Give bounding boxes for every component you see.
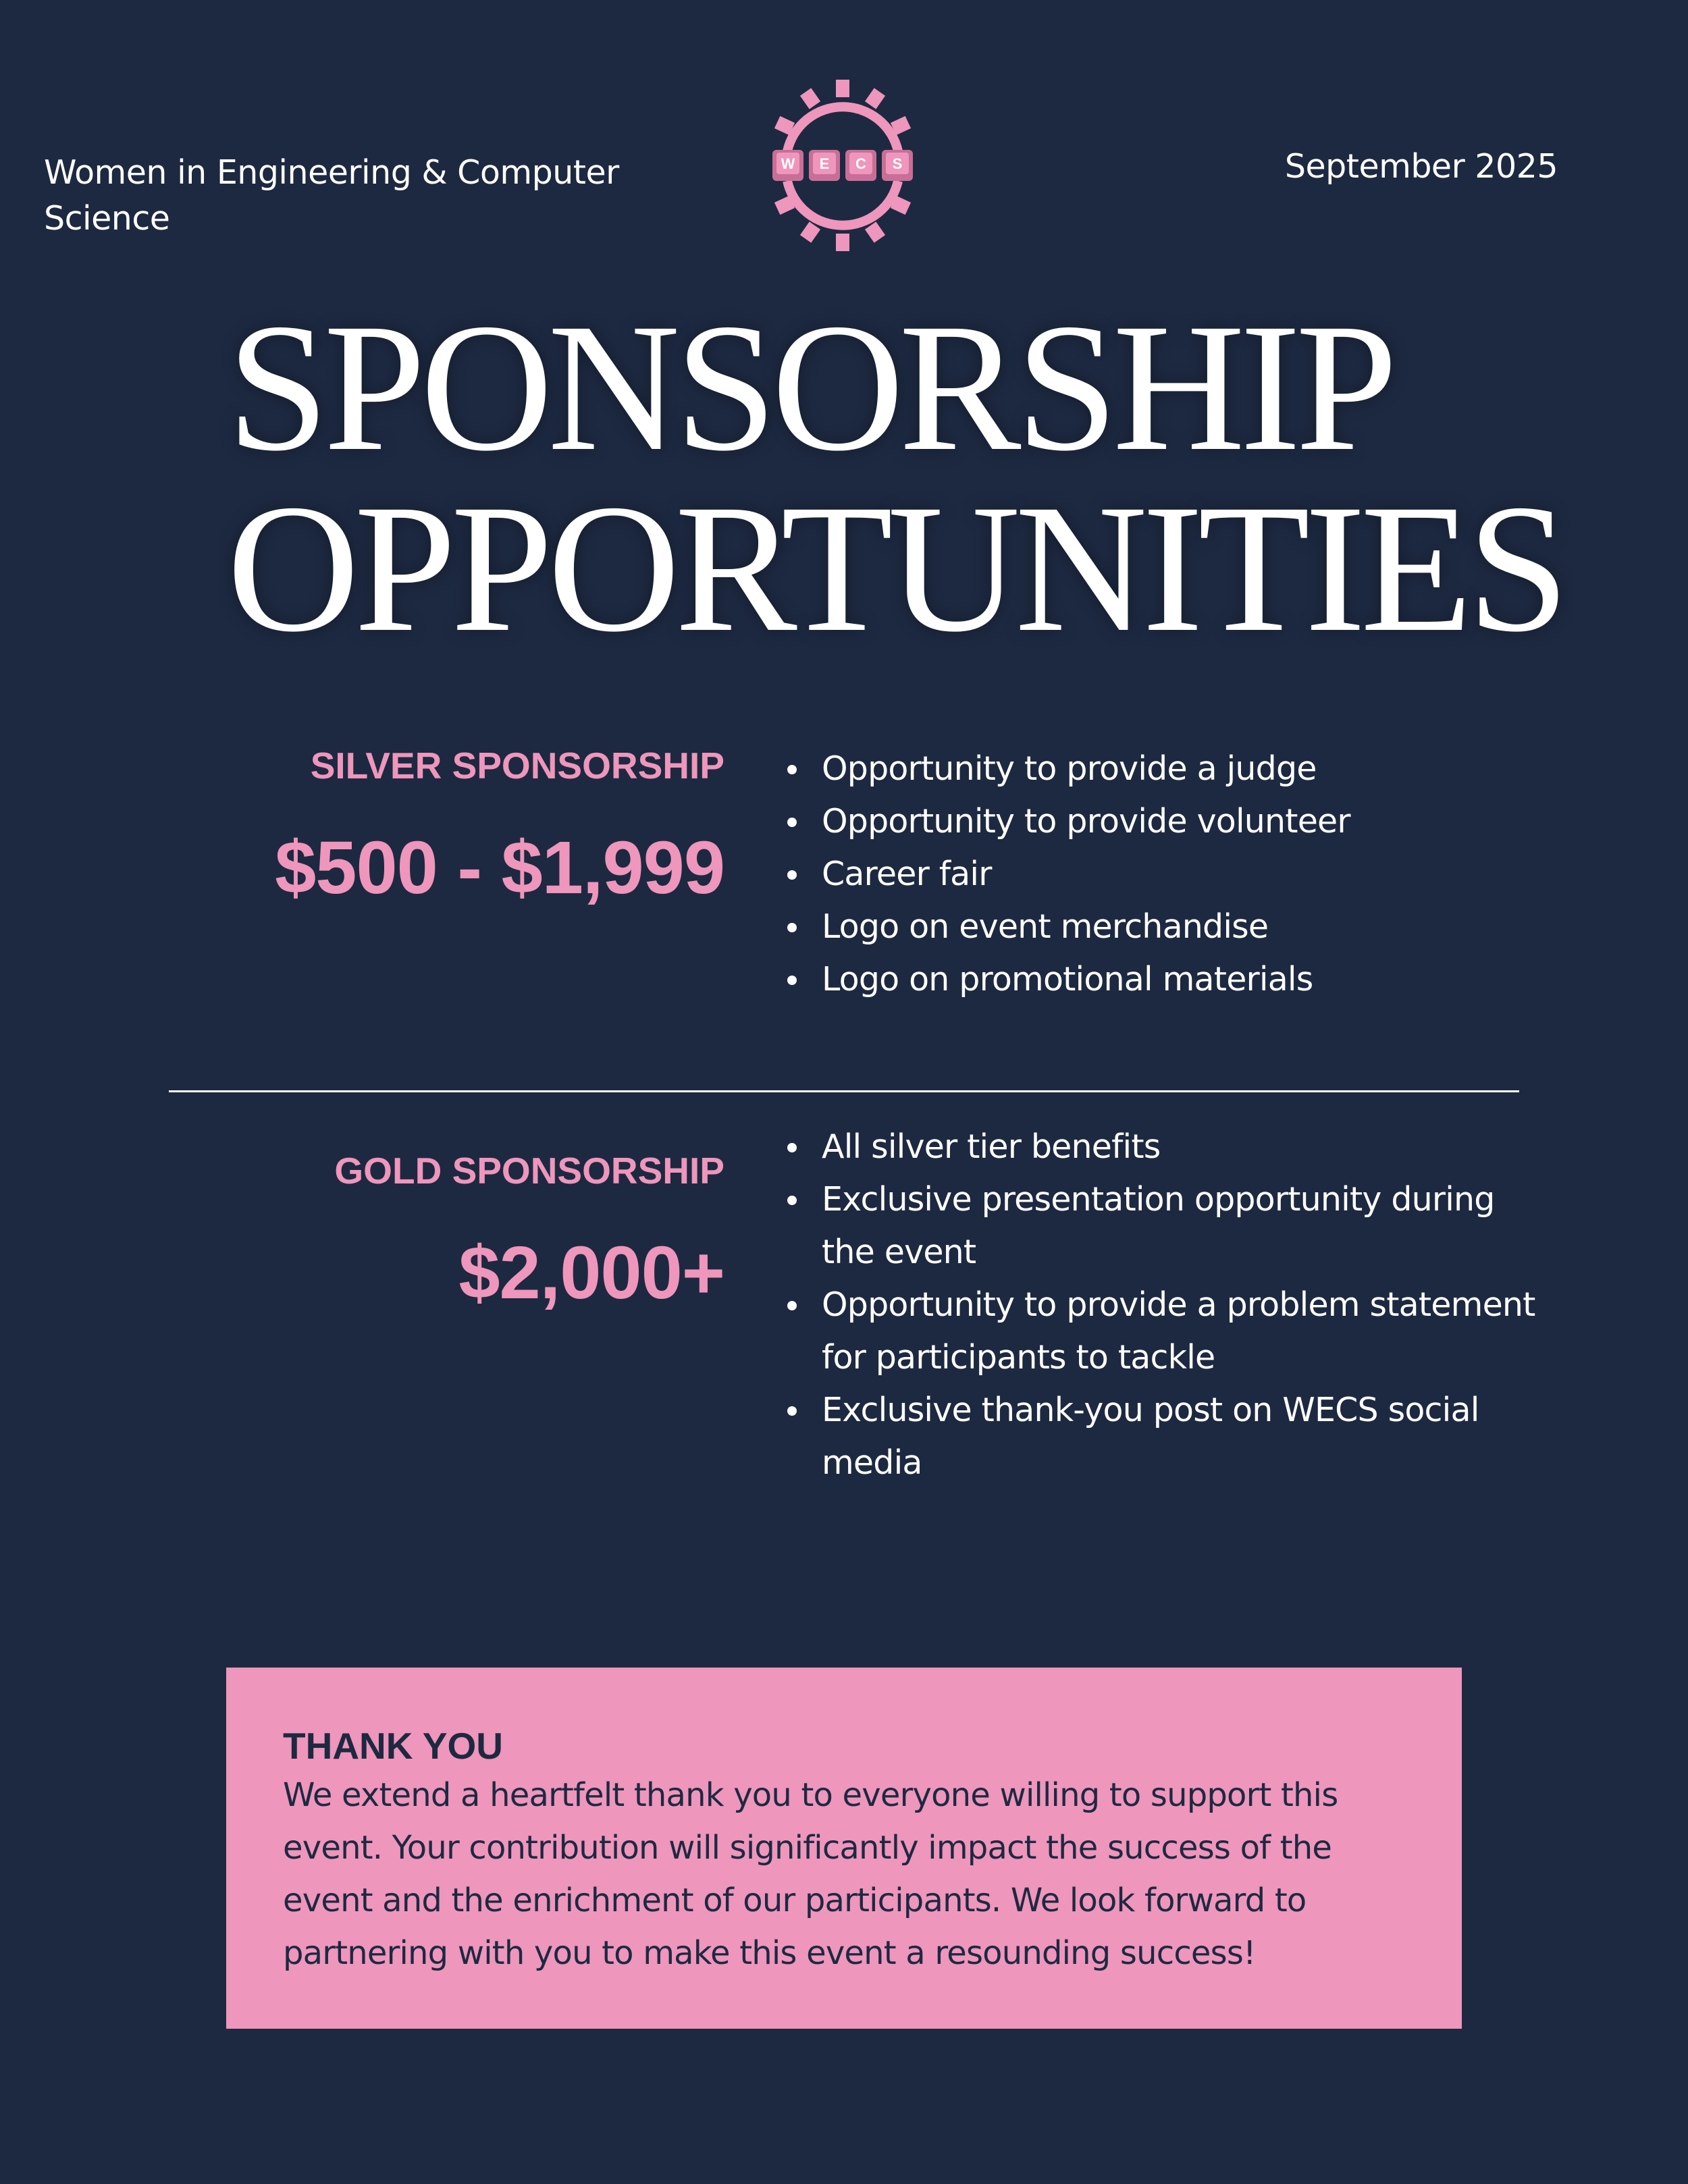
logo-letter-s: S [892, 155, 903, 172]
list-item: All silver tier benefits [783, 1121, 1539, 1173]
publication-date: September 2025 [1284, 147, 1558, 186]
thank-you-heading: THANK YOU [283, 1725, 503, 1767]
logo-letter-e: E [819, 155, 830, 172]
bullet-icon [787, 1301, 797, 1310]
list-item: Opportunity to provide volunteer [783, 795, 1539, 848]
title-line-1: SPONSORSHIP [227, 286, 1393, 489]
list-item: Opportunity to provide a problem statement for participants to tackle [783, 1279, 1539, 1384]
silver-tier-name: SILVER SPONSORSHIP [310, 745, 724, 787]
list-item: Exclusive thank-you post on WECS social media [783, 1384, 1539, 1489]
gold-tier-name: GOLD SPONSORSHIP [334, 1150, 724, 1192]
bullet-icon [787, 923, 797, 932]
page-title [227, 286, 1645, 670]
bullet-icon [787, 1406, 797, 1416]
list-item: Exclusive presentation opportunity during the event [783, 1173, 1539, 1279]
gold-benefits-list [783, 1121, 1539, 1489]
list-item: Opportunity to provide a judge [783, 743, 1539, 795]
list-item: Career fair [783, 848, 1539, 901]
silver-benefits-list [783, 743, 1539, 1006]
list-item: Logo on promotional materials [783, 953, 1539, 1006]
logo-letter-w: W [781, 155, 795, 172]
title-line-2: OPPORTUNITIES [227, 467, 1564, 670]
bullet-icon [787, 1196, 797, 1205]
bullet-icon [787, 765, 797, 774]
bullet-icon [787, 818, 797, 827]
organization-name: Women in Engineering & Computer Science [44, 153, 619, 238]
logo-letter-c: C [855, 155, 866, 172]
wecs-logo [768, 76, 917, 255]
silver-tier-price: $500 - $1,999 [275, 826, 724, 909]
gold-tier-price: $2,000+ [458, 1231, 724, 1314]
thank-you-box [226, 1668, 1462, 2029]
bullet-icon [787, 976, 797, 985]
bullet-icon [787, 1143, 797, 1152]
thank-you-body: We extend a heartfelt thank you to everyone willing to support this event. Your contribution will significantly impact the success of the event and the enrichment of our participants. We look forward to partnering with you to make this event a resounding success! [283, 1776, 1338, 1972]
section-divider [169, 1090, 1519, 1092]
list-item: Logo on event merchandise [783, 901, 1539, 953]
bullet-icon [787, 870, 797, 880]
